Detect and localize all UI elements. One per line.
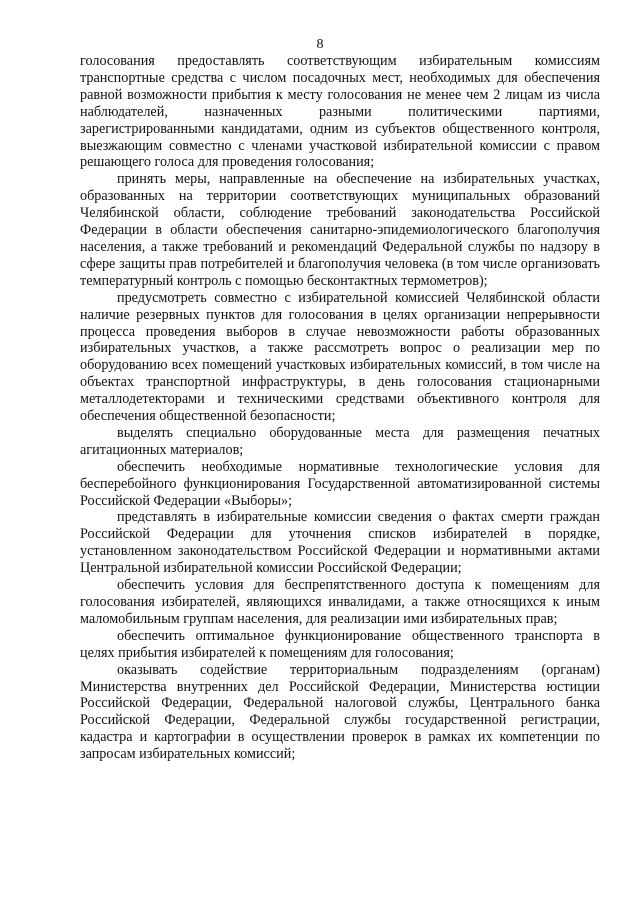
document-body	[80, 53, 600, 763]
paragraph: представлять в избирательные комиссии сведения о фактах смерти граждан Российской Федерации для уточнения списков избирателей в порядке, установленном законодательством Российской Федерации и нормативными актами Центральной избирательной комиссии Российской Федерации;	[80, 509, 600, 577]
paragraph: обеспечить необходимые нормативные технологические условия для бесперебойного функционирования Государственной автоматизированной системы Российской Федерации «Выборы»;	[80, 458, 600, 509]
paragraph-continuation: голосования предоставлять соответствующим избирательным комиссиям транспортные средства с числом посадочных мест, необходимых для обеспечения равной возможности прибытия к месту голосования не менее чем 2 лицам из числа наблюдателей, назначенных разными политическими партиями, зарегистрированными кандидатами, одним из субъектов общественного контроля, выезжающим совместно с членами участковой избирательной комиссии с правом решающего голоса для проведения голосования;	[80, 53, 600, 171]
page-number: 8	[316, 37, 324, 52]
paragraph: обеспечить оптимальное функционирование общественного транспорта в целях прибытия избирателей к помещениям для голосования;	[80, 627, 600, 661]
paragraph: оказывать содействие территориальным подразделениям (органам) Министерства внутренних дел Российской Федерации, Министерства юстиции Российской Федерации, Федеральной налоговой службы, Центрального банка Российской Федерации, Федеральной службы государственной регистрации, кадастра и картографии в осуществлении проверок в рамках их компетенции по запросам избирательных комиссий;	[80, 661, 600, 763]
paragraph: принять меры, направленные на обеспечение на избирательных участках, образованных на территории соответствующих муниципальных образований Челябинской области, соблюдение требований законодательства Российской Федерации в области обеспечения санитарно-эпидемиологического благополучия населения, а также требований и рекомендаций Федеральной службы по надзору в сфере защиты прав потребителей и благополучия человека (в том числе организовать температурный контроль с помощью бесконтактных термометров);	[80, 171, 600, 289]
paragraph: выделять специально оборудованные места для размещения печатных агитационных материалов;	[80, 424, 600, 458]
paragraph: обеспечить условия для беспрепятственного доступа к помещениям для голосования избирателей, являющихся инвалидами, а также относящихся к иным маломобильным группам населения, для реализации ими избирательных прав;	[80, 577, 600, 627]
paragraph: предусмотреть совместно с избирательной комиссией Челябинской области наличие резервных пунктов для голосования в целях организации непрерывности процесса проведения выборов в случае невозможности работы образованных избирательных участков, а также рассмотреть вопрос о реализации мер по оборудованию всех помещений участковых избирательных комиссий, в том числе на объектах транспортной инфраструктуры, в день голосования стационарными металлодетекторами и техническими средствами объективного контроля для обеспечения общественной безопасности;	[80, 289, 600, 425]
